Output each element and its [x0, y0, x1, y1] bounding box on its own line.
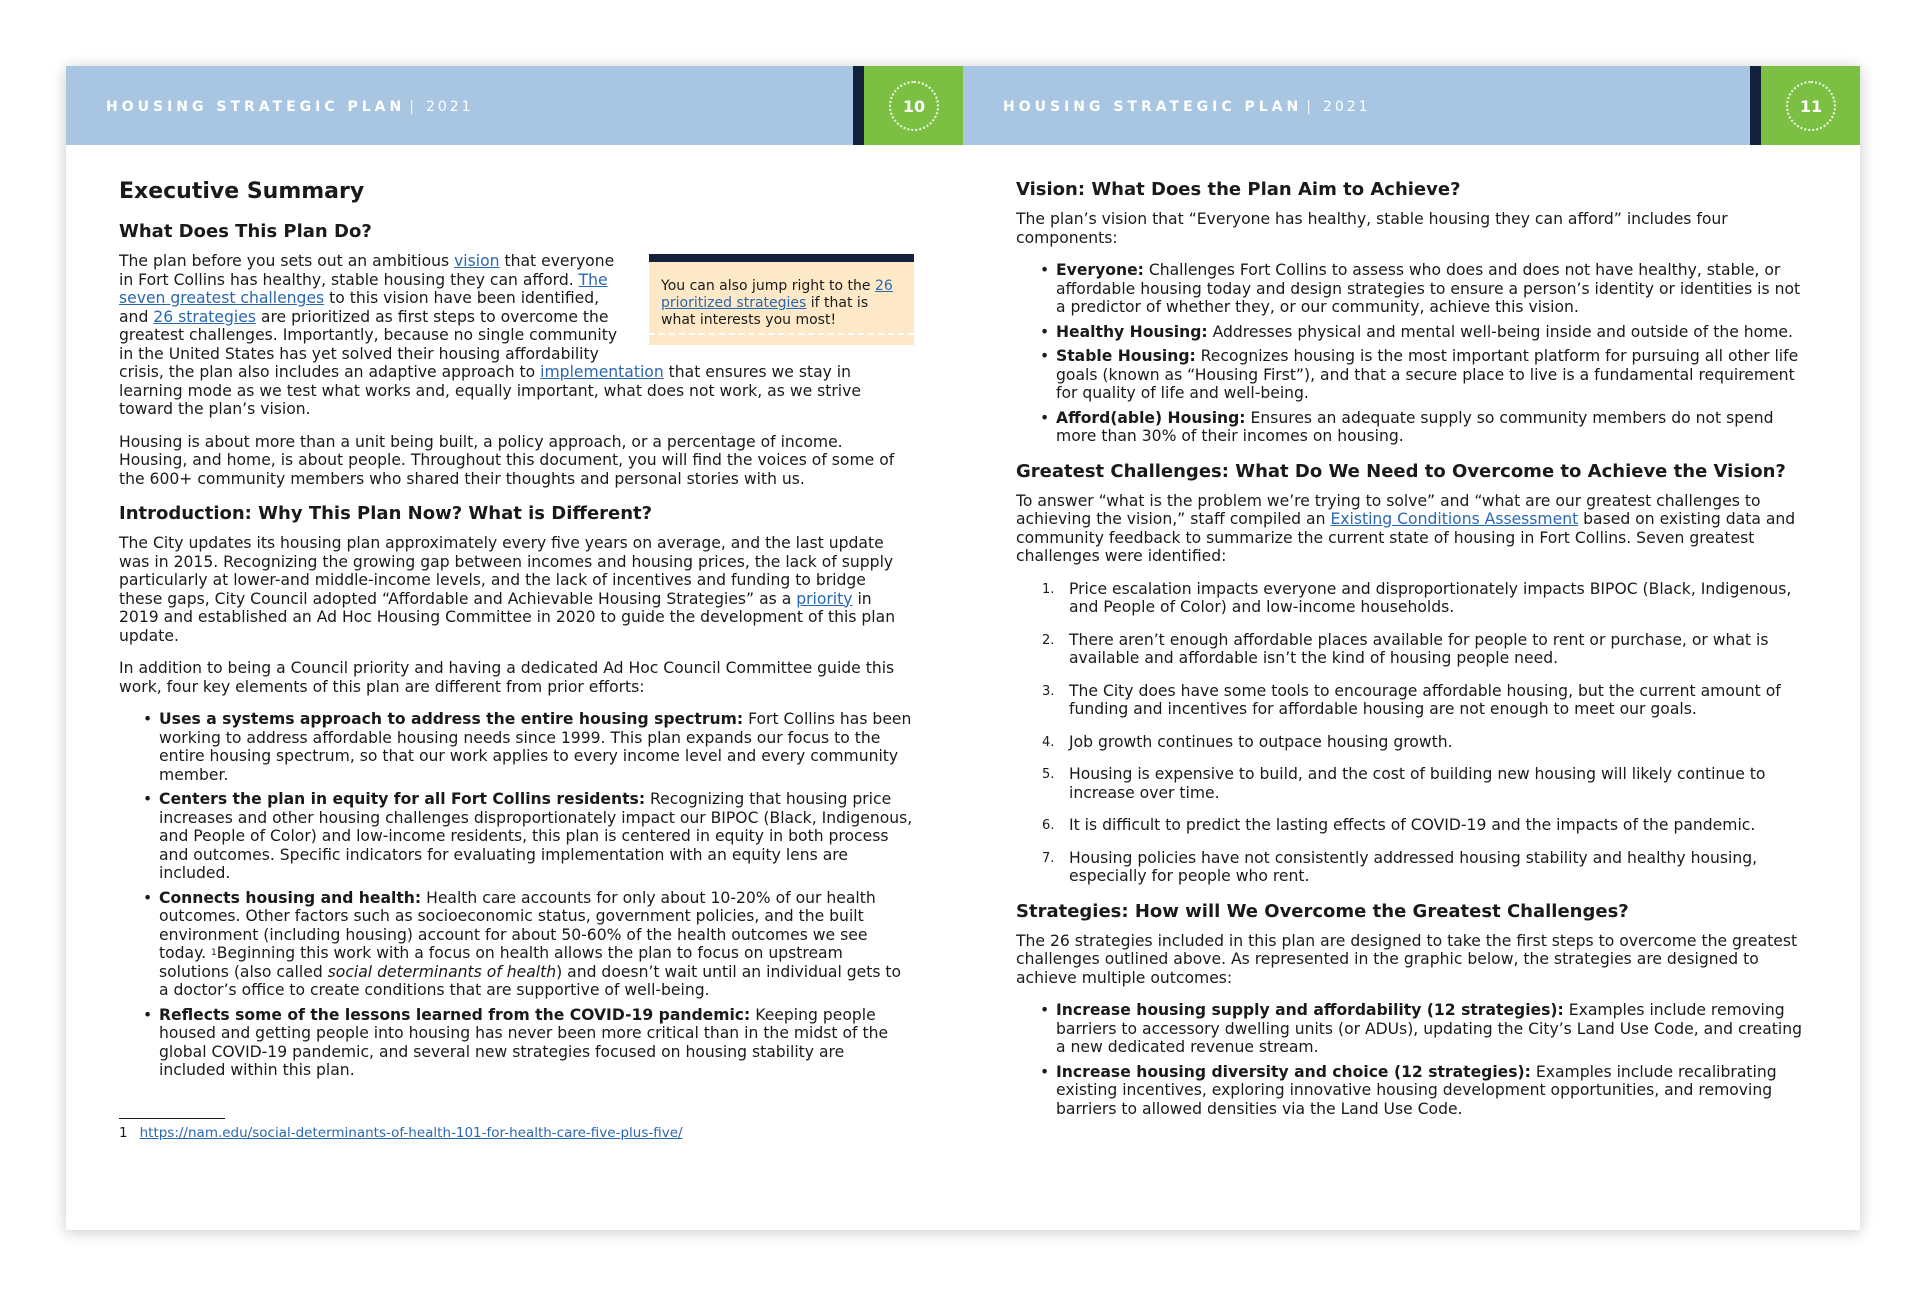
header-separator: |: [409, 99, 418, 115]
bullet-text: Ensures an adequate supply so community members do not spend more than 30% of their incomes on housing.: [1056, 408, 1774, 445]
bullet-text: Examples include removing barriers to accessory dwelling units (or ADUs), updating the City’s Land Use Code, and creating a new dedicated revenue stream.: [1056, 1001, 1802, 1056]
paragraph-strategies: The 26 strategies included in this plan are designed to take the first steps to overcome the greatest challenges outlined above. As represented in the graphic below, the strategies are designed to achieve multiple outcomes:: [1016, 931, 1798, 987]
challenges-list: [1016, 580, 1811, 886]
list-item: [1056, 1063, 1811, 1119]
bullet-text: Addresses physical and mental well-being inside and outside of the home.: [1207, 322, 1793, 341]
list-item: [1056, 323, 1811, 342]
header-title: [106, 99, 474, 115]
heading-what-does-this-plan-do: What Does This Plan Do?: [119, 221, 372, 242]
list-item: [1042, 630, 1811, 668]
page-number-tab: [1761, 66, 1860, 145]
list-item: [1042, 579, 1811, 617]
bullet-italic: social determinants of health: [327, 962, 557, 981]
bullet-bold: Increase housing supply and affordability (12 strategies):: [1056, 1001, 1564, 1019]
p1-b: that everyone in Fort Collins has healthy, stable housing they can afford.: [119, 252, 615, 289]
left-page-content: [119, 178, 914, 1142]
header-separator: |: [1306, 99, 1315, 115]
pc-b: based on existing data and community feedback to summarize the current state of housing in Fort Collins. Seven greatest challenges were identified:: [1016, 510, 1796, 565]
page-number: 11: [1786, 81, 1836, 131]
list-item: [1042, 681, 1811, 719]
list-number: 2.: [1042, 632, 1055, 648]
p3-a: The City updates its housing plan approximately every five years on average, and the last update was in 2015. Recognizing the growing gap between incomes and housing prices, the lack of supply particularly at lower-and middle-income levels, and the lack of incentives and funding to bridge these gaps, City Council adopted “Affordable and Achievable Housing Strategies” as a: [119, 534, 894, 608]
paragraph-city-updates: [119, 534, 914, 645]
header-title-text: HOUSING STRATEGIC PLAN: [1003, 99, 1303, 115]
page-header-band: [66, 66, 963, 145]
bullet-bold: Everyone:: [1056, 261, 1144, 279]
heading-strategies: Strategies: How will We Overcome the Greatest Challenges?: [1016, 900, 1629, 922]
right-page-content: [1016, 178, 1811, 1132]
paragraph-housing-about-people: Housing is about more than a unit being built, a policy approach, or a percentage of income. Housing, and home, is about people. Throughout this document, you will find the voices of some of the 600+ community members who shared their thoughts and personal stories with us.: [119, 432, 895, 488]
bullet-text: Examples include recalibrating existing incentives, exploring innovative housing development opportunities, and removing barriers to allowed densities via the Land Use Code.: [1056, 1062, 1777, 1118]
page-header-band: [963, 66, 1860, 145]
bullet-text: ) and doesn’t wait until an individual gets to a doctor’s office to create conditions that are supportive of well-being.: [159, 962, 902, 999]
list-number: 5.: [1042, 767, 1055, 782]
footnote-rule: [119, 1118, 225, 1119]
header-title-text: HOUSING STRATEGIC PLAN: [106, 99, 406, 115]
bullet-text: Keeping people housed and getting people into housing has never been more critical than in the midst of the global COVID-19 pandemic, and several new strategies focused on housing stability are included within this plan.: [159, 1005, 889, 1079]
page-number-tab: [864, 66, 963, 145]
page-number: 10: [889, 81, 939, 131]
footnote: [119, 1125, 914, 1142]
footnote-marker: 1: [211, 948, 217, 958]
bullet-bold: Centers the plan in equity for all Fort Collins residents:: [159, 790, 646, 808]
link-existing-conditions-assessment[interactable]: Existing Conditions Assessment: [1330, 510, 1579, 528]
list-number: 6.: [1042, 818, 1055, 833]
list-number: 1.: [1042, 581, 1055, 597]
p3-b: in 2019 and established an Ad Hoc Housing Committee in 2020 to guide the development of this plan update.: [119, 589, 896, 645]
callout-text-pre: You can also jump right to the: [661, 278, 875, 294]
callout-text-post: if that is what interests you most!: [661, 295, 869, 328]
strategy-outcomes-list: [1016, 1001, 1811, 1118]
list-item: [1056, 409, 1811, 446]
right-page: [963, 66, 1860, 1230]
list-item: [1042, 848, 1811, 886]
p1-c: to this vision have been identified, and: [119, 289, 600, 326]
list-item: [159, 889, 914, 1000]
heading-introduction: Introduction: Why This Plan Now? What is Different?: [119, 503, 653, 524]
bullet-text: Challenges Fort Collins to assess who does and does not have healthy, stable, or affordable housing today and design strategies to ensure a person’s identity or identities is not a predictor of whether they, or our community, achieve this vision.: [1056, 261, 1801, 316]
list-text: It is difficult to predict the lasting effects of COVID-19 and the impacts of the pandemic.: [1069, 816, 1756, 834]
list-number: 7.: [1042, 850, 1055, 866]
list-number: 4.: [1042, 734, 1055, 750]
link-priority[interactable]: priority: [796, 589, 853, 608]
list-item: [1056, 261, 1811, 317]
header-year: 2021: [1322, 99, 1371, 115]
list-item: [159, 790, 914, 883]
heading-vision: Vision: What Does the Plan Aim to Achieve?: [1016, 179, 1461, 200]
p1-d: are prioritized as first steps to overcome the greatest challenges. Importantly, because no single community in the United States has yet solved their housing affordability crisis, the plan also includes an adaptive approach to: [119, 307, 618, 381]
header-title: [1003, 99, 1371, 115]
bullet-bold: Connects housing and health:: [159, 888, 422, 907]
list-item: [1056, 347, 1811, 403]
list-text: There aren’t enough affordable places available for people to rent or purchase, or what is available and affordable isn’t the kind of housing people need.: [1069, 630, 1769, 667]
bullet-text: Fort Collins has been working to address affordable housing needs since 1999. This plan expands our focus to the entire housing spectrum, so that our work applies to every income level and every community member.: [159, 710, 912, 784]
document-spread: [66, 66, 1860, 1230]
left-page: [66, 66, 963, 1230]
heading-executive-summary: Executive Summary: [119, 179, 365, 204]
list-item: [1042, 816, 1811, 835]
footnote-number: 1: [119, 1124, 128, 1141]
bullet-bold: Uses a systems approach to address the entire housing spectrum:: [159, 710, 744, 728]
bullet-text: Beginning this work with a focus on health allows the plan to focus on upstream solutions (also called: [159, 944, 843, 981]
bullet-bold: Reflects some of the lessons learned from the COVID-19 pandemic:: [159, 1005, 751, 1024]
header-year: 2021: [425, 99, 474, 115]
callout-box: [649, 254, 914, 345]
paragraph-vision: The plan’s vision that “Everyone has healthy, stable housing they can afford” includes four components:: [1016, 210, 1728, 247]
link-implementation[interactable]: implementation: [540, 363, 664, 381]
heading-greatest-challenges: Greatest Challenges: What Do We Need to Overcome to Achieve the Vision?: [1016, 460, 1786, 482]
header-navy-stripe: [853, 66, 864, 145]
bullet-bold: Increase housing diversity and choice (12 strategies):: [1056, 1062, 1531, 1081]
p1-a: The plan before you sets out an ambitious: [119, 252, 455, 270]
list-item: [1042, 765, 1811, 802]
link-26-strategies[interactable]: 26 strategies: [153, 307, 256, 326]
header-navy-stripe: [1750, 66, 1761, 145]
bullet-text: Recognizing that housing price increases and other housing challenges disproportionately impact our BIPOC (Black, Indigenous, and People of Color) and low-income residents, this plan is centered in equity in both process and outcomes. Specific indicators for evaluating implementation with an equity lens are included.: [159, 790, 913, 882]
bullet-text: Health care accounts for only about 10-20% of our health outcomes. Other factors such as socioeconomic status, government policies, and the built environment (including housing) account for about 50-60% of the health outcomes we see today.: [159, 888, 876, 962]
key-elements-list: [119, 710, 914, 1080]
paragraph-key-elements: In addition to being a Council priority and having a dedicated Ad Hoc Council Committee guide this work, four key elements of this plan are different from prior efforts:: [119, 659, 895, 696]
pc-a: To answer “what is the problem we’re trying to solve” and “what are our greatest challenges to achieving the vision,” staff compiled an: [1016, 491, 1761, 528]
list-number: 3.: [1042, 683, 1055, 699]
p1-e: that ensures we stay in learning mode as we test what works and, equally important, what does not work, as we strive toward the plan’s vision.: [119, 363, 861, 418]
link-prioritized-strategies[interactable]: 26 prioritized strategies: [661, 278, 893, 311]
bullet-text: Recognizes housing is the most important platform for pursuing all other life goals (known as “Housing First”), and that a secure place to live is a fundamental requirement for quality of life and well-being.: [1056, 347, 1799, 402]
list-item: [159, 710, 914, 784]
paragraph-challenges: [1016, 492, 1811, 566]
bullet-bold: Afford(able) Housing:: [1056, 408, 1246, 427]
list-item: [159, 1006, 914, 1080]
list-text: Price escalation impacts everyone and disproportionately impacts BIPOC (Black, Indigenous, and People of Color) and low-income households.: [1069, 579, 1792, 616]
list-text: Housing policies have not consistently addressed housing stability and healthy housing, especially for people who rent.: [1069, 848, 1758, 885]
link-vision[interactable]: vision: [454, 252, 500, 270]
bullet-bold: Healthy Housing:: [1056, 322, 1208, 341]
list-text: Job growth continues to outpace housing growth.: [1069, 732, 1453, 751]
list-item: [1056, 1001, 1811, 1057]
footnote-link[interactable]: https://nam.edu/social-determinants-of-health-101-for-health-care-five-plus-five/: [139, 1124, 683, 1141]
list-text: The City does have some tools to encourage affordable housing, but the current amount of funding and incentives for affordable housing are not enough to meet our goals.: [1069, 681, 1781, 718]
link-seven-greatest-challenges[interactable]: The seven greatest challenges: [119, 270, 608, 307]
list-text: Housing is expensive to build, and the cost of building new housing will likely continue to increase over time.: [1069, 765, 1766, 802]
list-item: [1042, 732, 1811, 752]
vision-components-list: [1016, 261, 1811, 446]
bullet-bold: Stable Housing:: [1056, 347, 1196, 365]
